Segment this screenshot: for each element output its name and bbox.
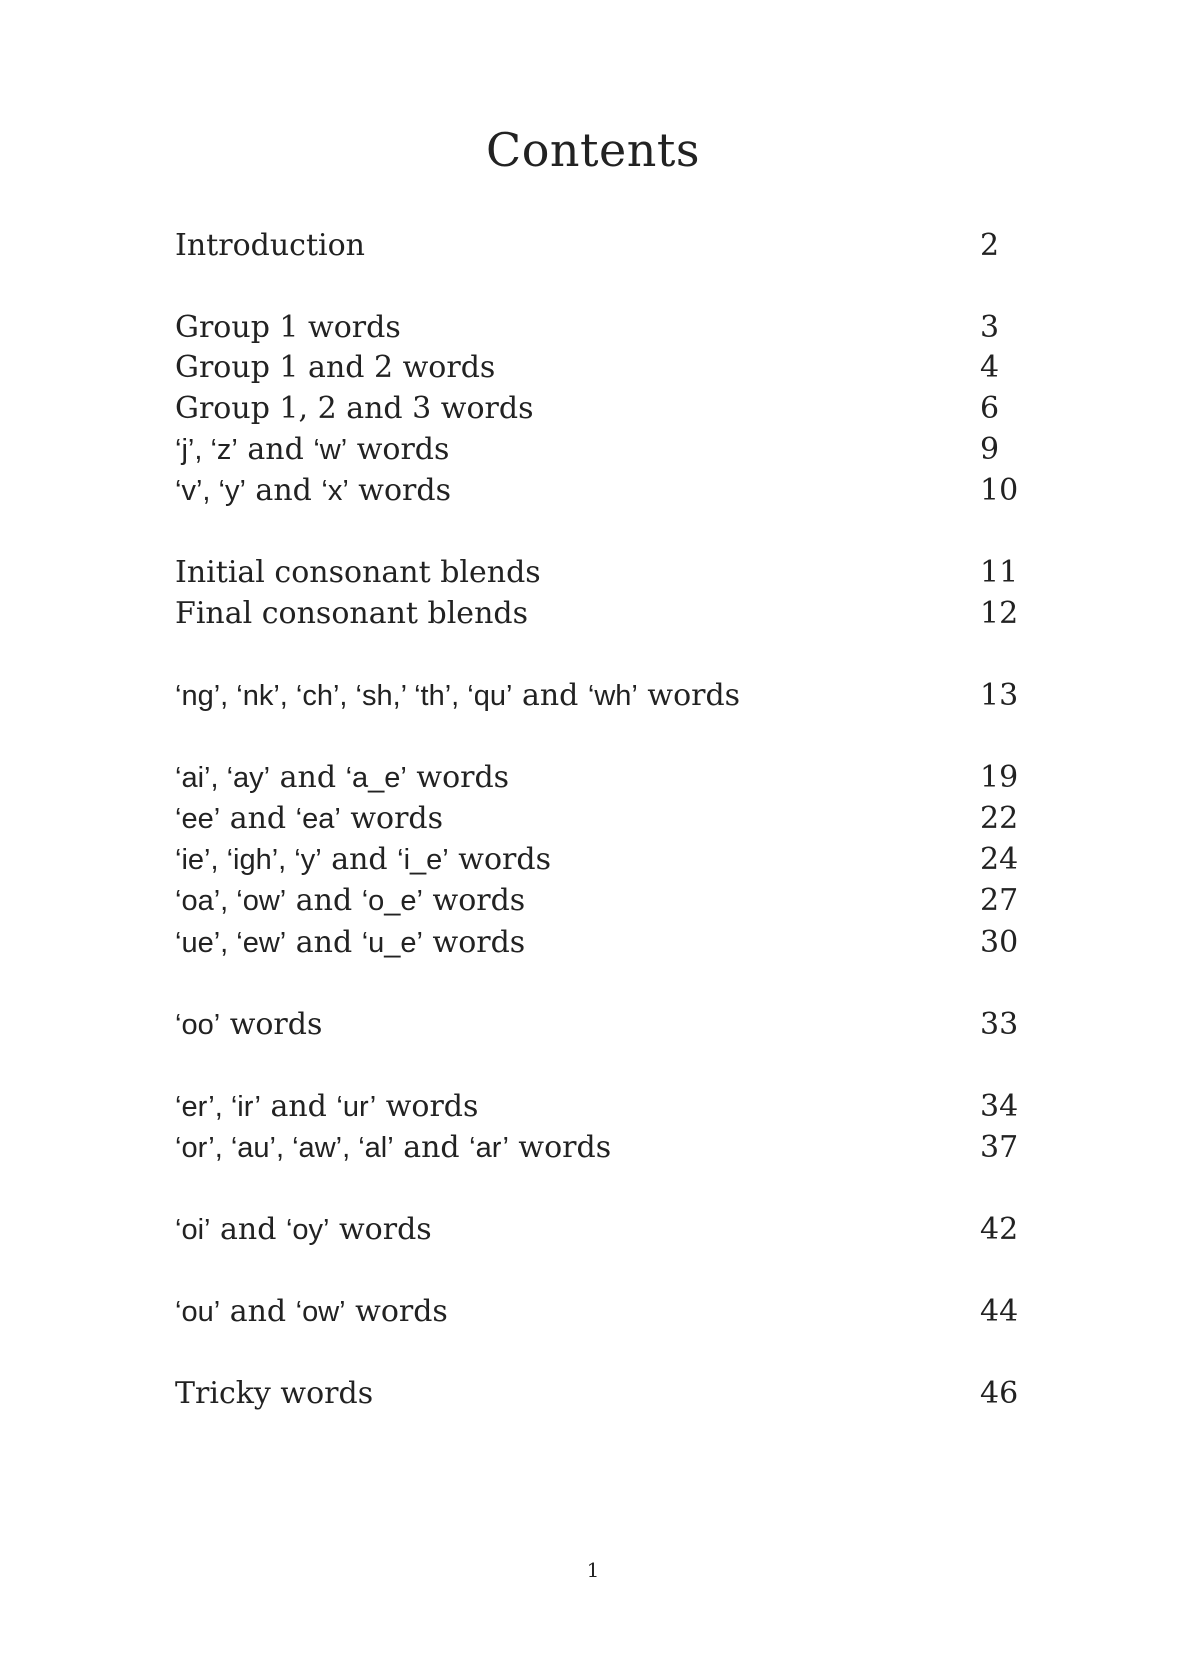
- toc-entry: [175, 1089, 1025, 1129]
- grapheme-text: ‘oa’, ‘ow’: [175, 885, 287, 917]
- toc-entry-title: [175, 391, 533, 426]
- toc-entry-title: [175, 350, 495, 385]
- toc-entry-title: [175, 1130, 611, 1165]
- title-text: words: [376, 1089, 479, 1124]
- title-text: Initial consonant blends: [175, 555, 541, 590]
- toc-entry-page: 27: [980, 883, 1019, 918]
- grapheme-text: ‘x’: [321, 475, 349, 507]
- toc-entry: [175, 1212, 1025, 1252]
- toc-entry-page: 24: [980, 842, 1019, 877]
- grapheme-text: ‘ea’: [295, 803, 341, 835]
- title-text: words: [340, 801, 444, 836]
- toc-entry-title: [175, 555, 541, 590]
- grapheme-text: ‘ue’, ‘ew’: [175, 927, 287, 959]
- toc-entry-page: 44: [980, 1294, 1019, 1329]
- toc-entry-page: 2: [980, 228, 1000, 263]
- toc-entry-page: 10: [980, 473, 1019, 508]
- toc-entry-title: [175, 1212, 432, 1247]
- page-number: 1: [586, 1558, 600, 1582]
- grapheme-text: ‘i_e’: [397, 844, 449, 876]
- toc-entry-page: 22: [980, 801, 1019, 836]
- grapheme-text: ‘ee’: [175, 803, 221, 835]
- title-text: and: [321, 842, 398, 877]
- grapheme-text: ‘ie’, ‘igh’, ‘y’: [175, 844, 322, 876]
- toc-entry-title: [175, 228, 365, 263]
- title-text: and: [286, 883, 362, 918]
- toc-entry-title: [175, 760, 509, 795]
- grapheme-text: ‘v’, ‘y’: [175, 475, 246, 507]
- title-text: and: [220, 1294, 296, 1329]
- grapheme-text: ‘oi’: [175, 1214, 211, 1246]
- title-text: Final consonant blends: [175, 596, 528, 631]
- title-text: and: [220, 801, 296, 836]
- toc-entry: [175, 883, 1025, 923]
- grapheme-text: ‘oy’: [285, 1214, 330, 1246]
- title-text: words: [422, 925, 526, 960]
- toc-entry-title: [175, 432, 449, 467]
- grapheme-text: ‘ar’: [469, 1132, 509, 1164]
- title-text: and: [512, 678, 588, 713]
- toc-entry: [175, 473, 1025, 513]
- toc-entry: [175, 350, 1025, 390]
- toc-entry-page: 42: [980, 1212, 1019, 1247]
- grapheme-text: ‘ou’: [175, 1296, 221, 1328]
- title-text: and: [393, 1130, 470, 1165]
- toc-entry-page: 34: [980, 1089, 1019, 1124]
- toc-entry-page: 6: [980, 391, 1000, 426]
- title-text: and: [270, 760, 346, 795]
- grapheme-text: ‘j’, ‘z’: [175, 434, 238, 466]
- toc-entry: [175, 555, 1025, 595]
- grapheme-text: ‘ng’, ‘nk’, ‘ch’, ‘sh,’ ‘th’, ‘qu’: [175, 680, 513, 712]
- title-text: words: [348, 473, 451, 508]
- toc-entry-title: [175, 310, 401, 345]
- grapheme-text: ‘o_e’: [361, 885, 423, 917]
- title-text: and: [260, 1089, 337, 1124]
- toc-entry-title: [175, 1294, 448, 1329]
- toc-entry-page: 4: [980, 350, 1000, 385]
- toc-entry-title: [175, 596, 528, 631]
- toc-entry-page: 13: [980, 678, 1019, 713]
- toc-entry: [175, 760, 1025, 800]
- title-text: words: [347, 432, 450, 467]
- toc-entry: [175, 310, 1025, 350]
- title-text: Group 1 words: [175, 310, 401, 345]
- toc-entry: [175, 1130, 1025, 1170]
- grapheme-text: ‘w’: [313, 434, 348, 466]
- title-text: words: [448, 842, 551, 877]
- title-text: words: [508, 1130, 612, 1165]
- toc-entry: [175, 801, 1025, 841]
- title-text: Introduction: [175, 228, 365, 263]
- title-text: words: [345, 1294, 448, 1329]
- title-text: words: [422, 883, 526, 918]
- grapheme-text: ‘er’, ‘ir’: [175, 1091, 261, 1123]
- title-text: words: [329, 1212, 432, 1247]
- toc-entry: [175, 1376, 1025, 1416]
- toc-entry-page: 19: [980, 760, 1019, 795]
- toc-entry-title: [175, 1376, 373, 1411]
- toc-entry: [175, 925, 1025, 965]
- title-text: and: [237, 432, 314, 467]
- page-title: Contents: [486, 122, 700, 177]
- toc-entry: [175, 391, 1025, 431]
- toc-entry-title: [175, 925, 525, 960]
- toc-entry-title: [175, 473, 451, 508]
- grapheme-text: ‘or’, ‘au’, ‘aw’, ‘al’: [175, 1132, 394, 1164]
- toc-entry-title: [175, 1007, 322, 1042]
- toc-entry-page: 33: [980, 1007, 1019, 1042]
- toc-entry: [175, 678, 1025, 718]
- grapheme-text: ‘u_e’: [361, 927, 423, 959]
- title-text: and: [286, 925, 362, 960]
- grapheme-text: ‘a_e’: [345, 762, 407, 794]
- toc-entry-title: [175, 801, 443, 836]
- toc-entry-page: 3: [980, 310, 1000, 345]
- toc-entry-page: 30: [980, 925, 1019, 960]
- toc-entry-page: 9: [980, 432, 1000, 467]
- title-text: and: [210, 1212, 286, 1247]
- toc-entry-title: [175, 678, 740, 713]
- toc-entry: [175, 432, 1025, 472]
- toc-entry: [175, 596, 1025, 636]
- toc-entry-page: 12: [980, 596, 1019, 631]
- title-text: words: [637, 678, 741, 713]
- toc-entry: [175, 1294, 1025, 1334]
- grapheme-text: ‘ow’: [295, 1296, 346, 1328]
- grapheme-text: ‘ur’: [336, 1091, 377, 1123]
- grapheme-text: ‘oo’: [175, 1009, 221, 1041]
- toc-entry-page: 37: [980, 1130, 1019, 1165]
- toc-entry-title: [175, 883, 525, 918]
- grapheme-text: ‘wh’: [587, 680, 638, 712]
- title-text: Tricky words: [175, 1376, 374, 1411]
- toc-entry-page: 46: [980, 1376, 1019, 1411]
- grapheme-text: ‘ai’, ‘ay’: [175, 762, 271, 794]
- toc-entry: [175, 1007, 1025, 1047]
- toc-entry-title: [175, 842, 551, 877]
- title-text: and: [245, 473, 322, 508]
- title-text: words: [220, 1007, 323, 1042]
- title-text: Group 1, 2 and 3 words: [175, 391, 534, 426]
- title-text: words: [406, 760, 510, 795]
- toc-entry: [175, 228, 1025, 268]
- toc-entry-title: [175, 1089, 478, 1124]
- title-text: Group 1 and 2 words: [175, 350, 496, 385]
- toc-entry-page: 11: [980, 555, 1019, 590]
- toc-entry: [175, 842, 1025, 882]
